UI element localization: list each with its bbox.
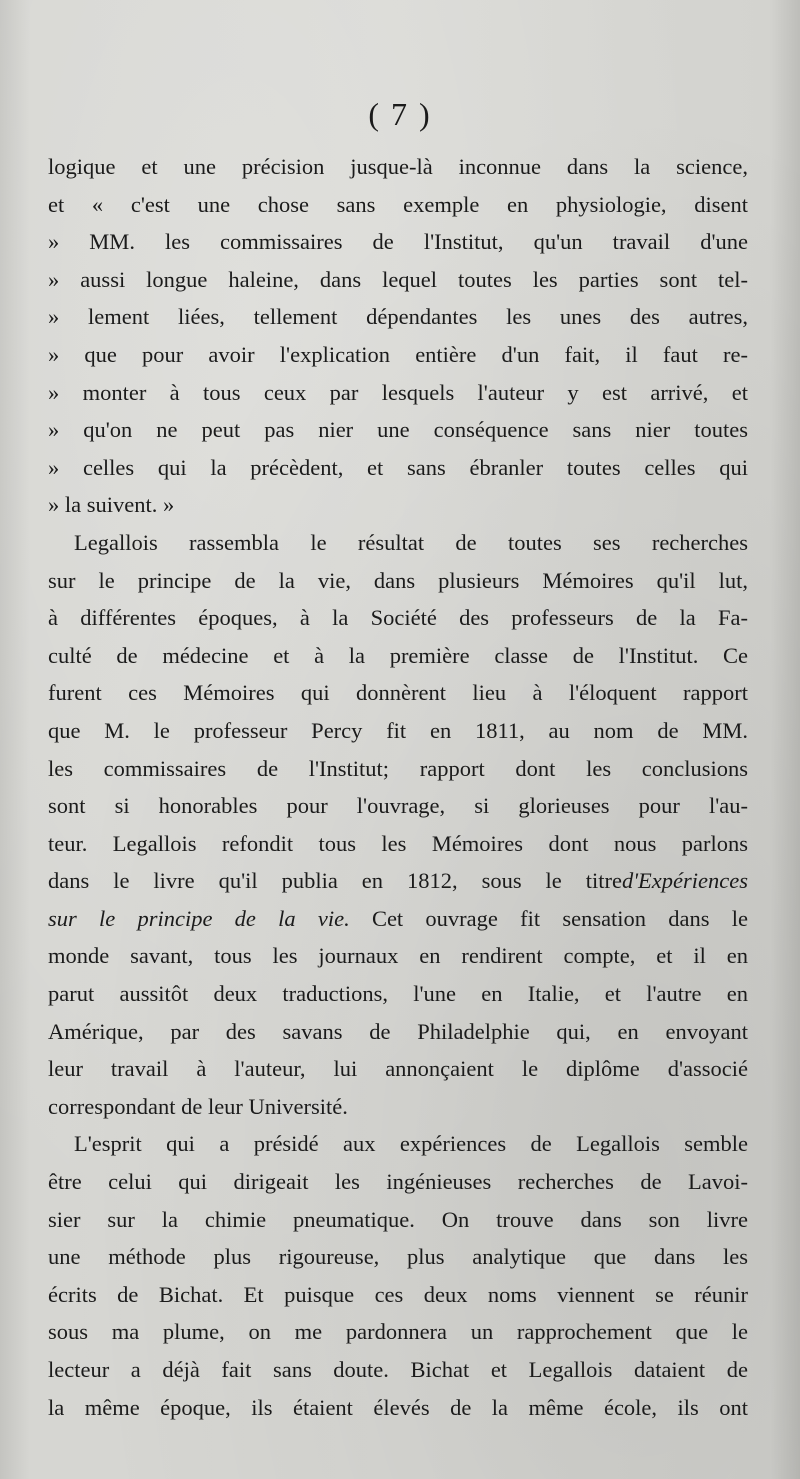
text-line: » aussi longue haleine, dans lequel toutes les parties sont tel- (48, 266, 748, 292)
italic-title-segment: d'Expériences (621, 868, 748, 894)
page-body-text (48, 148, 748, 1426)
text-line: » lement liées, tellement dépendantes les unes des autres, (48, 304, 748, 330)
italic-title-segment: sur le principe de la vie. (48, 905, 350, 931)
text-line: parut aussitôt deux traductions, l'une en Italie, et l'autre en (48, 981, 748, 1007)
text-line: sur le principe de la vie, dans plusieurs Mémoires qu'il lut, (48, 567, 748, 593)
text-line: les commissaires de l'Institut; rapport dont les conclusions (48, 755, 748, 781)
text-line: » que pour avoir l'explication entière d'un fait, il faut re- (48, 341, 748, 367)
text-line: sier sur la chimie pneumatique. On trouve dans son livre (48, 1206, 748, 1232)
text-line-with-title (48, 900, 748, 938)
page-number: ( 7 ) (368, 96, 432, 132)
text-line: » qu'on ne peut pas nier une conséquence sans nier toutes (48, 417, 748, 443)
text-line: que M. le professeur Percy fit en 1811, au nom de MM. (48, 717, 748, 743)
text-line: écrits de Bichat. Et puisque ces deux noms viennent se réunir (48, 1281, 748, 1307)
text-line: leur travail à l'auteur, lui annonçaient le diplôme d'associé (48, 1056, 748, 1082)
text-line: » monter à tous ceux par lesquels l'auteur y est arrivé, et (48, 379, 748, 405)
text-line: et « c'est une chose sans exemple en physiologie, disent (48, 191, 748, 217)
text-line: correspondant de leur Université. (48, 1093, 348, 1119)
text-line: culté de médecine et à la première classe de l'Institut. Ce (48, 642, 748, 668)
text-line: sont si honorables pour l'ouvrage, si glorieuses pour l'au- (48, 793, 748, 819)
text-line: » celles qui la précèdent, et sans ébranler toutes celles qui (48, 454, 748, 480)
text-line: furent ces Mémoires qui donnèrent lieu à l'éloquent rapport (48, 680, 748, 706)
text-line: une méthode plus rigoureuse, plus analytique que dans les (48, 1244, 748, 1270)
text-line: à différentes époques, à la Société des professeurs de la Fa- (48, 605, 748, 631)
text-line: » la suivent. » (48, 492, 175, 518)
text-line: sous ma plume, on me pardonnera un rapprochement que le (48, 1319, 748, 1345)
text-line: Legallois rassembla le résultat de toutes ses recherches (74, 529, 748, 555)
text-segment: dans le livre qu'il publia en 1812, sous le titre (48, 868, 622, 894)
text-line: Amérique, par des savans de Philadelphie qui, en envoyant (48, 1018, 748, 1044)
text-line: monde savant, tous les journaux en rendirent compte, et il en (48, 943, 748, 969)
text-line: logique et une précision jusque-là inconnue dans la science, (48, 154, 748, 179)
text-line-with-title (48, 862, 748, 900)
text-line: » MM. les commissaires de l'Institut, qu'un travail d'une (48, 229, 748, 255)
text-line: la même époque, ils étaient élevés de la même école, ils ont (48, 1394, 748, 1420)
text-line: teur. Legallois refondit tous les Mémoires dont nous parlons (48, 830, 748, 856)
text-line: L'esprit qui a présidé aux expériences de Legallois semble (74, 1131, 748, 1157)
text-segment: Cet ouvrage fit sensation dans le (371, 905, 748, 931)
text-line: être celui qui dirigeait les ingénieuses recherches de Lavoi- (48, 1169, 748, 1195)
text-line: lecteur a déjà fait sans doute. Bichat et Legallois dataient de (48, 1357, 748, 1382)
